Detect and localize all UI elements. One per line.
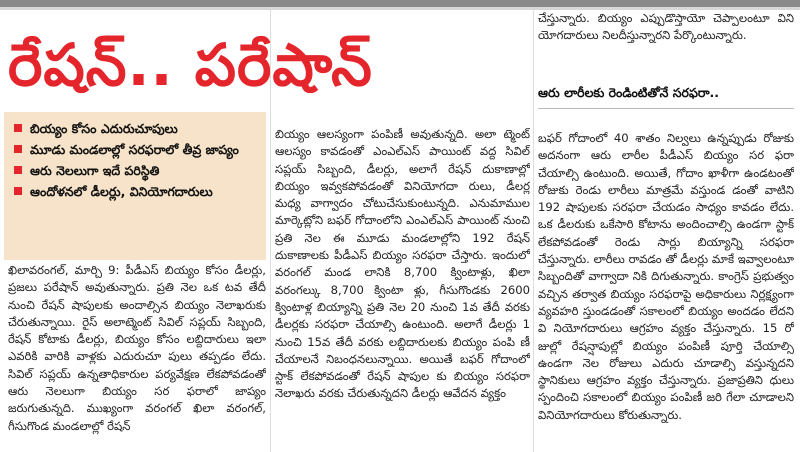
column-divider [533, 10, 534, 452]
highlights-box [4, 112, 266, 260]
article-text: బియ్యం ఆలస్యంగా పంపిణీ అవుతున్నది. అలా ట్మెంట్ ఆలస్యం కావడంతో ఎంఎల్ఎస్ పాయింట్ వద్ద సివిల్ సప్లయ్ సిబ్బంది, డీలర్లు, అలాగే రేషన్ దుకాణాల్లో బియ్యం ఇవ్వకపోవడంతో వినియోగదా రులు, డీలర్ల మధ్య వాగ్వాదం చోటుచేసుకుంటున్నది. ఎనుమాముల మార్కెట్లోని బఫర్ గోదాంలోని ఎంఎల్ఎస్ పాయింట్ నుంచి ప్రతి నెల ఈ మూడు మండలాల్లోని 192 రేషన్ దుకాణాలకు పీడీఎస్ బియ్యం సరఫరా చేస్తారు. ఇందులో వరంగల్ మండ లానికి 8,700 క్వింటాళ్లు, ఖిలా వరంగల్కు 8,700 క్వింటా ళ్లు, గీసుగొండకు 2600 క్వింటాళ్ల బియ్యాన్ని ప్రతి నెల 20 నుంచి 1వ తేదీ వరకు డీలర్లకు సరఫరా చేయాల్సి ఉంటుంది. అలాగే డీలర్లు 1 నుంచి 15వ తేదీ వరకు లబ్దిదారులకు బియ్యం పంపి ణీ చేయాలనే నిబంధనలున్నాయి. అయితే బఫర్ గోదాంలో స్టాక్ లేకపోవడంతో రేషన్ షాపుల కు బియ్యం సరఫరా నెలాఖరు వరకు చేరుతున్నదని డీలర్లు ఆవేదన వ్యక్తం [275, 127, 530, 401]
article-text: ఖిలావరంగల్, మార్చి 9: పీడీఎస్ బియ్యం కోసం డీలర్లు, ప్రజలు పరేషాన్ అవుతున్నారు. ప్రతి నెల ఒక టవ తేదీ నుంచి రేషన్ షాపులకు అందాల్సిన బియ్యం నెలాఖరుకు చేరుతున్నాయి. రైస్ అలాట్మెంట్ సివిల్ సప్లయ్ సిబ్బంది, రేషన్ కోటాకు డీలర్లు, బియ్యం కోసం లబ్దిదారులు ఇలా ఎవరికి వారికి వాళ్లకు ఎదురుచూ పులు తప్పడం లేదు. సివిల్ సప్లయ్ ఉన్నతాధికారుల పర్యవేక్షణ లేకపోవడంతో ఆరు నెలలుగా బియ్యం సర ఫరాలో జాప్యం జరుగుతున్నది. ముఖ్యంగా వరంగల్ ఖిలా వరంగల్, గీసుగొండ మండలాల్లో రేషన్ [8, 263, 266, 433]
highlight-item: మూడు మండలాల్లో సరఫరాలో తీవ్ర జాప్యం [14, 139, 260, 160]
article-column-1 [8, 262, 266, 452]
article-column-3 [538, 10, 794, 78]
highlight-item: బియ్యం కోసం ఎదురుచూపులు [14, 118, 260, 139]
subheading-rule [538, 108, 794, 109]
highlight-item: ఆందోళనలో డీలర్లు, వినియోగదారులు [14, 181, 260, 202]
article-text: బఫర్ గోదాంలో 40 శాతం నిల్వలు ఉన్నప్పుడు రోజుకు అదనంగా ఆరు లారీల పీడీఎస్ బియ్యం సర ఫరా చేయాల్సి ఉంటుంది. అయితే, గోదాం ఖాళీగా ఉండటంతో రోజుకు రెండు లారీలు మాత్రమే వస్తుండ డంతో వాటిని 192 షాపులకు సరఫరా చేయడం సాధ్యం కావడం లేదు. ఒక డీలరుకు ఒకేసారి కోటాను అందించాల్సి ఉండగా స్టాక్ లేకపోవడంతో రెండు సార్లు బియ్యాన్ని సరఫరా చేస్తున్నారు. లారీలు రావడం తో డీలర్లు మాకే ఇవ్వాలంటూ సిబ్బందితో వాగ్వాదా నికి దిగుతున్నారు. కాంగ్రెస్ ప్రభుత్వం వచ్చిన తర్వాత బియ్యం సరఫరాపై అధికారులు నిర్లక్ష్యంగా వ్యవహరి స్తుండడంతో సకాలంలో బియ్యం అందడం లేదని వి నియోగదారులు ఆగ్రహం వ్యక్తం చేస్తున్నారు. 15 రో జుల్లో రేషన్షాపుల్లో బియ్యం పంపిణీ పూర్తి చేయాల్సి ఉండగా నెల రోజులు ఎదురు చూడాల్సి వస్తున్నదని స్థానికులు ఆగ్రహం వ్యక్తం చేస్తున్నారు. ప్రజాప్రతిని ధులు స్పందించి సకాలంలో బియ్యం పంపిణీ జరి గేలా చూడాలని వినియోగదారులు కోరుతున్నారు. [538, 131, 794, 422]
headline: రేషన్.. పరేషాన్ [8, 31, 373, 99]
top-bar [0, 0, 800, 7]
subheading: ఆరు లారీలకు రెండింటితోనే సరఫరా.. [538, 85, 720, 100]
article-column-2 [275, 126, 530, 452]
column-divider [270, 10, 271, 452]
article-column-4 [538, 130, 794, 452]
article-text: చేస్తున్నారు. బియ్యం ఎప్పుడొస్తాయో చెప్పాలంటూ విని యోగదారులు నిలదీస్తున్నారని పేర్కొంటున్నారు. [538, 11, 794, 43]
highlight-item: ఆరు నెలలుగా ఇదే పరిస్థితి [14, 160, 260, 181]
